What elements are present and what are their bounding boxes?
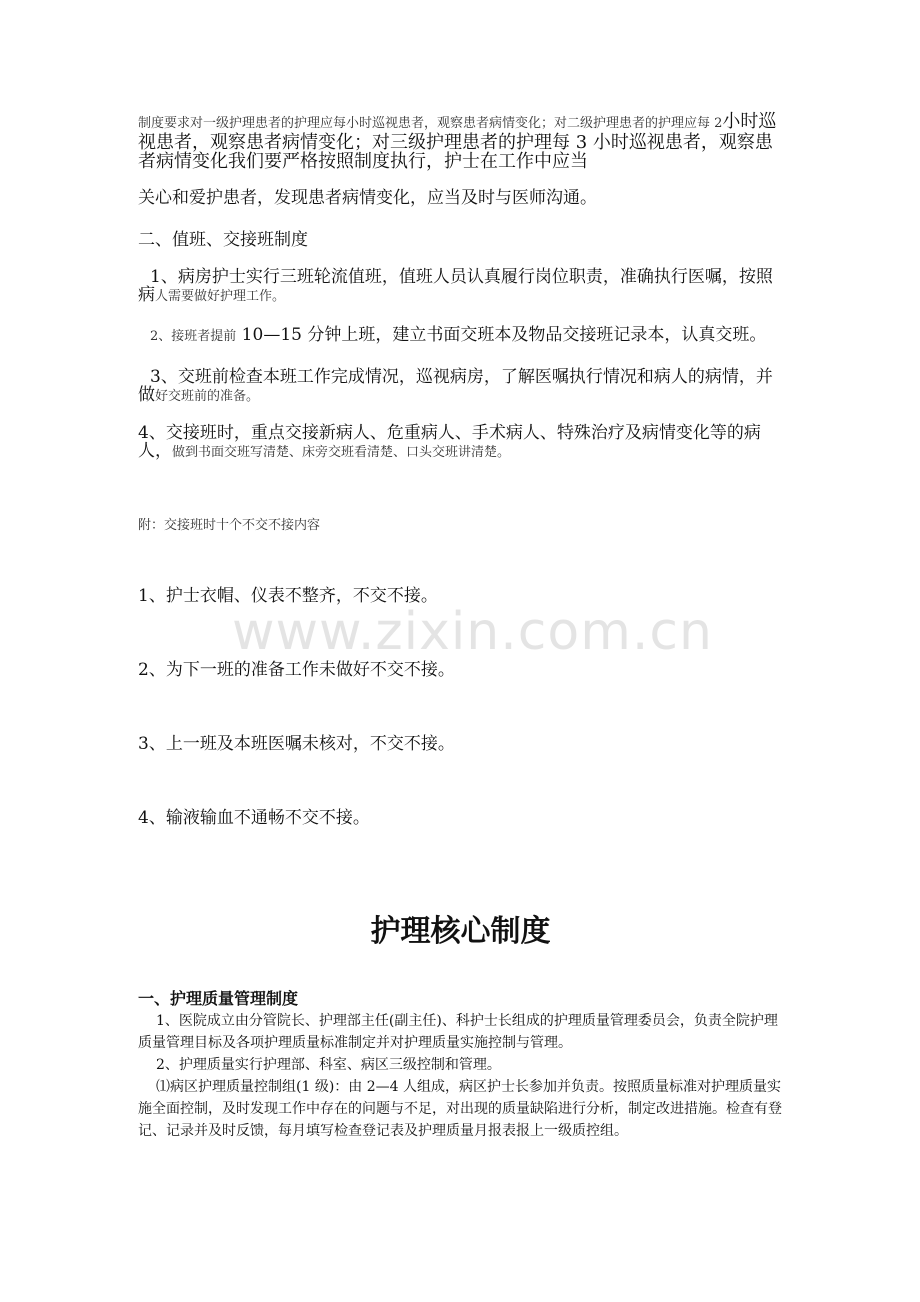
duty-item-1-small: 人需要做好护理工作。	[155, 289, 286, 304]
doc-title: 护理核心制度	[370, 914, 551, 949]
intro-rest: 小时巡视患者，观察患者病情变化；对三级护理患者的护理每 3 小时巡视患者，观察患者病情变化我们要严格按照制度执行，护士在工作中应当	[138, 111, 777, 172]
duty-item-3	[138, 368, 783, 406]
duty-item-3-small: 好交班前的准备。	[155, 389, 260, 404]
appendix-title: 附：交接班时十个不交不接内容	[138, 518, 321, 533]
duty-item-4	[138, 424, 783, 462]
watermark: www.zixin.com.cn	[232, 602, 713, 662]
duty-item-2	[138, 326, 783, 346]
duty-item-2-main: 10—15 分钟上班，建立书面交班本及物品交接班记录本，认真交班。	[236, 325, 767, 345]
duty-item-2-small: 2、接班者提前	[150, 329, 237, 344]
core-para-2: 2、护理质量实行护理部、科室、病区三级控制和管理。	[156, 1057, 501, 1073]
appendix-item-2: 2、为下一班的准备工作未做好不交不接。	[138, 660, 455, 680]
core-section-1-heading: 一、护理质量管理制度	[138, 989, 299, 1008]
intro-paragraph	[138, 112, 783, 171]
duty-item-1-main: 1、病房护士实行三班轮流值班，值班人员认真履行岗位职责，准确执行医嘱，按照病	[138, 267, 773, 305]
appendix-item-4: 4、输液输血不通畅不交不接。	[138, 808, 370, 828]
core-para-1: 1、医院成立由分管院长、护理部主任(副主任)、科护士长组成的护理质量管理委员会，负责全院护理质量管理目标及各项护理质量标准制定并对护理质量实施控制与管理。	[138, 1013, 778, 1051]
intro-line2: 关心和爱护患者，发现患者病情变化，应当及时与医师沟通。	[138, 188, 597, 208]
core-para-3: ⑴病区护理质量控制组(1 级)：由 2—4 人组成，病区护士长参加并负责。按照质量标准对护理质量实施全面控制，及时发现工作中存在的问题与不足，对出现的质量缺陷进行分析，制定改进措施。检查有登记、记录并及时反馈，每月填写检查登记表及护理质量月报表报上一级质控组。	[138, 1079, 782, 1139]
duty-item-3-main: 3、交班前检查本班工作完成情况，巡视病房，了解医嘱执行情况和病人的病情，并做	[138, 367, 773, 405]
section-duty-heading: 二、值班、交接班制度	[138, 230, 308, 250]
duty-item-4-small: 做到书面交班写清楚、床旁交班看清楚、口头交班讲清楚。	[172, 445, 511, 460]
intro-lead-small: 制度要求对一级护理患者的护理应每小时巡视患者，观察患者病情变化；对二级护理患者的护理应每 2	[138, 116, 723, 131]
duty-item-1	[138, 268, 783, 306]
appendix-item-1: 1、护士衣帽、仪表不整齐，不交不接。	[138, 586, 438, 606]
appendix-item-3: 3、上一班及本班医嘱未核对，不交不接。	[138, 734, 455, 754]
duty-item-4-main: 4、交接班时，重点交接新病人、危重病人、手术病人、特殊治疗及病情变化等的病人，	[138, 423, 761, 461]
